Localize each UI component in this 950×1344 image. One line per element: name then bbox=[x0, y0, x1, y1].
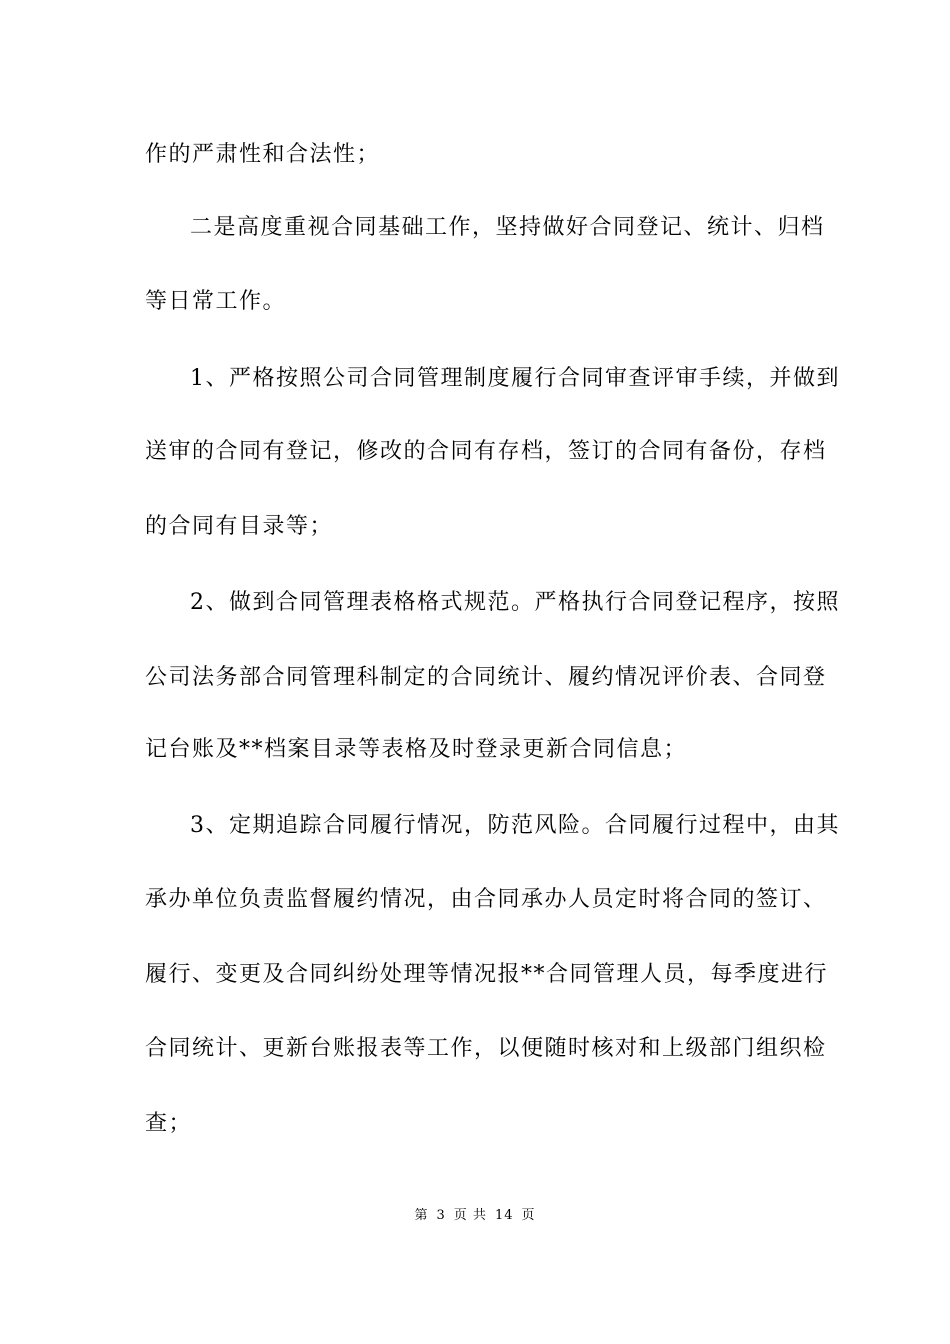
paragraph-line: 查； bbox=[145, 1111, 193, 1136]
paragraph-line: 公司法务部合同管理科制定的合同统计、履约情况评价表、合同登 bbox=[145, 665, 827, 690]
paragraph-line: 作的严肃性和合法性； bbox=[145, 142, 381, 167]
paragraph-line: 3、定期追踪合同履行情况，防范风险。合同履行过程中，由其 bbox=[190, 813, 840, 838]
paragraph-line: 履行、变更及合同纠纷处理等情况报**合同管理人员，每季度进行 bbox=[145, 962, 829, 987]
paragraph-line: 等日常工作。 bbox=[145, 289, 287, 314]
footer-suffix: 页 bbox=[521, 1208, 536, 1223]
page-number-footer bbox=[0, 1206, 950, 1226]
total-page-count: 14 bbox=[494, 1208, 514, 1223]
paragraph-line: 记台账及**档案目录等表格及时登录更新合同信息； bbox=[145, 737, 688, 762]
paragraph-line: 承办单位负责监督履约情况，由合同承办人员定时将合同的签订、 bbox=[145, 887, 827, 912]
paragraph-line: 的合同有目录等； bbox=[145, 514, 334, 539]
paragraph-line: 合同统计、更新台账报表等工作，以便随时核对和上级部门组织检 bbox=[145, 1036, 827, 1061]
footer-middle: 页 共 bbox=[453, 1208, 487, 1223]
paragraph-line: 送审的合同有登记，修改的合同有存档，签订的合同有备份，存档 bbox=[145, 439, 827, 464]
paragraph-line: 2、做到合同管理表格格式规范。严格执行合同登记程序，按照 bbox=[190, 590, 840, 615]
paragraph-line: 1、严格按照公司合同管理制度履行合同审查评审手续，并做到 bbox=[190, 366, 840, 391]
current-page-number: 3 bbox=[436, 1208, 446, 1223]
paragraph-line: 二是高度重视合同基础工作，坚持做好合同登记、统计、归档 bbox=[190, 215, 825, 240]
footer-prefix: 第 bbox=[414, 1208, 429, 1223]
